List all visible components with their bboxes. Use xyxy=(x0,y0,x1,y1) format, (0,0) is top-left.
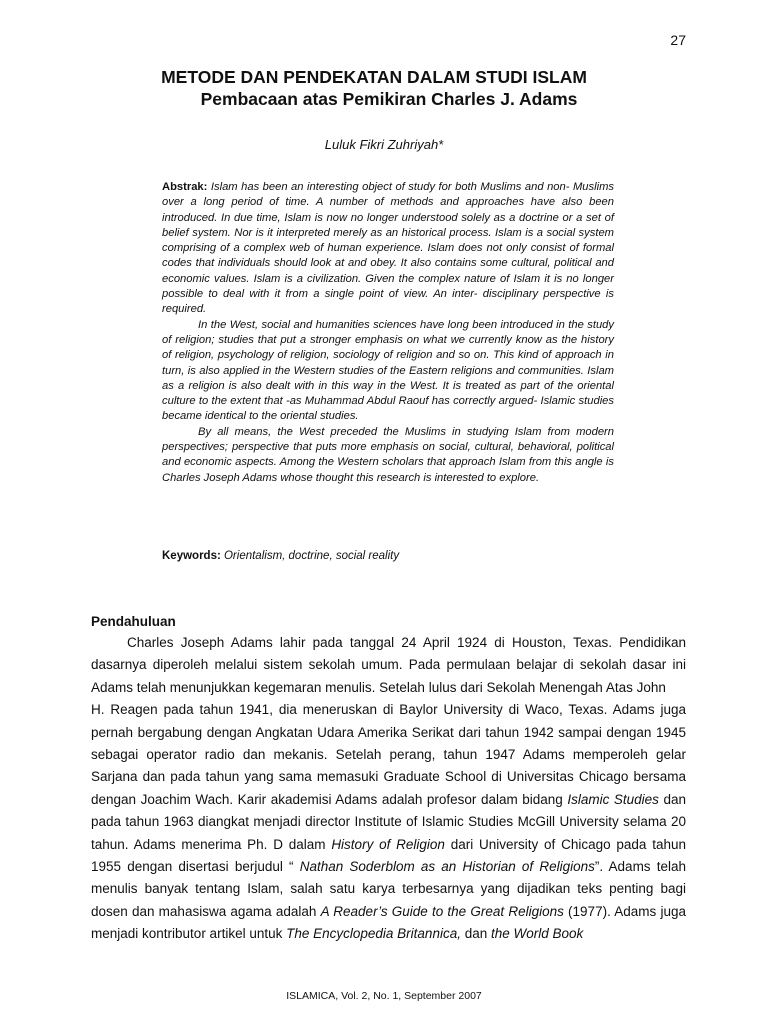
page-footer: ISLAMICA, Vol. 2, No. 1, September 2007 xyxy=(286,990,482,1002)
keywords-label: Keywords: xyxy=(162,550,221,562)
italic-title: the World Book xyxy=(491,926,584,942)
title-subtitle: Pembacaan atas Pemikiran Charles J. Adams xyxy=(200,89,578,109)
italic-title: The Encyclopedia Britannica, xyxy=(286,926,461,942)
body-text-segment: (1977). Adams juga menjadi kontributor artikel untuk xyxy=(91,903,686,942)
article-title xyxy=(0,66,768,110)
keywords-line xyxy=(162,550,614,562)
italic-title: Nathan Soderblom as an Historian of Religions xyxy=(299,859,595,875)
body-text-segment: ”. Adams telah menulis banyak tentang Islam, salah satu karya terbesarnya yang dijadikan teks penting bagi dosen dan mahasiswa agama adalah xyxy=(91,859,686,919)
body-paragraph-1: Charles Joseph Adams lahir pada tanggal 24 April 1924 di Houston, Texas. Pendidikan dasarnya diperoleh melalui sistem sekolah umum. Pada permulaan belajar di sekolah dasar ini Adams telah menunjukkan kegemaran menulis. Setelah lulus dari Sekolah Menengah Atas John xyxy=(91,635,686,695)
page-number: 27 xyxy=(670,32,686,48)
italic-title: A Reader’s Guide to the Great Religions xyxy=(320,903,564,919)
abstract-label: Abstrak: xyxy=(162,181,208,193)
body-text-segment: dan xyxy=(460,926,491,942)
abstract-paragraph-2: In the West, social and humanities sciences have long been introduced in the study of religion; studies that put a stronger emphasis on what we currently know as the history of religion, psychology of religion, sociology of religion and so on. This kind of approach in turn, is also applied in the Western studies of the Eastern religions and communities. Islam as a religion is also dealt with in this way in the West. It is treated as part of the oriental culture to the extent that -as Muhammad Abdul Raouf has correctly argued- Islamic studies became identical to the oriental studies. xyxy=(162,318,614,423)
italic-term: Islamic Studies xyxy=(567,791,659,807)
italic-term: History of Religion xyxy=(331,836,445,852)
body-text-segment: H. Reagen pada tahun 1941, dia meneruskan di Baylor University di Waco, Texas. Adams juga pernah bergabung dengan Angkatan Udara Amerika Serikat dari tahun 1942 sampai dengan 1945 sebagai operator radio dan mekanis. Setelah perang, tahun 1947 Adams memperoleh gelar Sarjana dan pada tahun yang sama memasuki Graduate School di Universitas Chicago bersama dengan Joachim Wach. Karir akademisi Adams adalah profesor dalam bidang xyxy=(91,702,686,807)
body-text-segment: dari University of Chicago pada tahun 1955 dengan disertasi berjudul “ xyxy=(91,836,686,875)
keywords-text: Orientalism, doctrine, social reality xyxy=(220,550,400,562)
body-section xyxy=(91,612,686,946)
section-heading: Pendahuluan xyxy=(91,614,176,629)
body-paragraph-2 xyxy=(91,699,686,945)
abstract-text-1: Islam has been an interesting object of study for both Muslims and non- Muslims over a long period of time. A number of methods and approaches have also been introduced. In due time, Islam is now no longer understood solely as a doctrine or a set of belief system. Nor is it interpreted merely as an historical process. Islam is a social system comprising of a complex web of human experience. Islam does not only consist of formal codes that individuals should look at and obey. It also contains some cultural, political and economic values. Islam is a civilization. Given the complex nature of Islam it is no longer possible to deal with it from a single point of view. An inter- disciplinary perspective is required. xyxy=(162,181,614,316)
title-main: METODE DAN PENDEKATAN DALAM STUDI ISLAM xyxy=(161,67,587,87)
author-name: Luluk Fikri Zuhriyah* xyxy=(324,137,444,152)
abstract-paragraph-3: By all means, the West preceded the Muslims in studying Islam from modern perspectives; perspective that puts more emphasis on social, cultural, behavioral, political and economic aspects. Among the Western scholars that approach Islam from this angle is Charles Joseph Adams whose thought this research is interested to explore. xyxy=(162,425,614,484)
body-text-segment: dan pada tahun 1963 diangkat menjadi director Institute of Islamic Studies McGill University selama 20 tahun. Adams menerima Ph. D dalam xyxy=(91,791,686,852)
abstract-block xyxy=(162,180,614,486)
abstract-paragraph-1 xyxy=(162,180,614,318)
